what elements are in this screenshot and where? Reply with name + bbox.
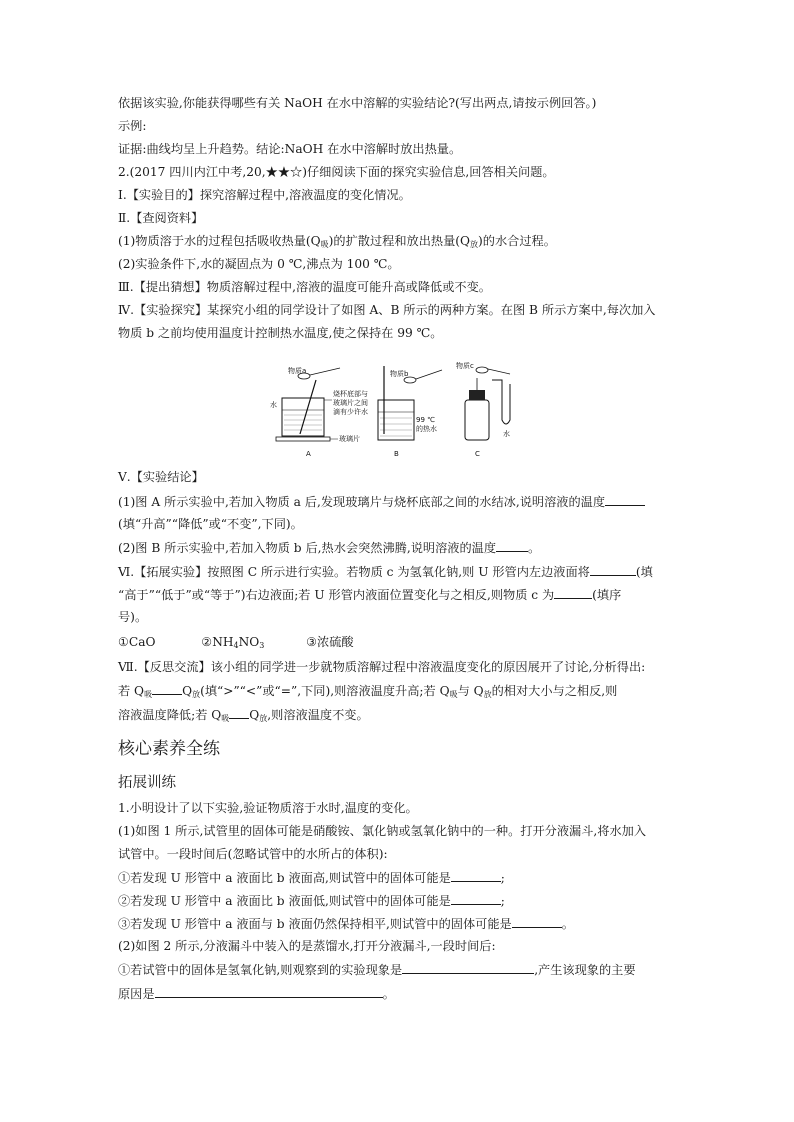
text-line: (1)物质溶于水的过程包括吸收热量$(Q_吸)$的扩散过程和放出热量$(Q_放)$的水合过程。 [118,234,556,249]
text-line: (填“升高”“降低”或“不变”,下同)。 [118,517,303,531]
text-line: (1)如图 1 所示,试管里的固体可能是硝酸铵、氯化钠或氢氧化钠中的一种。打开分液漏斗,将水加入 [118,824,647,838]
label-glass: 玻璃片 [339,435,360,443]
question-heading: 1.小明设计了以下实验,验证物质溶于水时,温度的变化。 [118,801,418,815]
label-note: 玻璃片之间 [333,399,368,407]
text-line: (2)实验条件下,水的凝固点为 0 ℃,沸点为 100 ℃。 [118,257,400,271]
u-tube [492,380,510,424]
text-line: “高于”“低于”或“等于”)右边液面;若 U 形管内液面位置变化与之相反,则物质 c 为 (填序 [118,588,622,602]
text-line: Ⅲ.【提出猜想】物质溶解过程中,溶液的温度可能升高或降低或不变。 [118,280,491,294]
text-line: Ⅰ.【实验目的】探究溶解过程中,溶液温度的变化情况。 [118,188,411,202]
answer-blank[interactable] [402,961,534,974]
figure-label-b: B [394,450,399,458]
apparatus-diagram [270,360,520,460]
label-water-c: 水 [503,430,510,438]
text-line: 证据:曲线均呈上升趋势。结论:NaOH 在水中溶解时放出热量。 [118,142,462,156]
text-line: 示例: [118,119,147,133]
answer-blank[interactable] [605,493,645,506]
text-line: Ⅵ.【拓展实验】按照图 C 所示进行实验。若物质 c 为氢氧化钠,则 U 形管内左边液面将 (填 [118,565,653,579]
label-water-a: 水 [270,401,277,409]
figure-label-a: A [306,450,311,458]
answer-blank[interactable] [229,706,249,719]
answer-blank[interactable] [512,915,562,928]
beaker-a [282,398,324,436]
text-line: Ⅳ.【实验探究】某探究小组的同学设计了如图 A、B 所示的两种方案。在图 B 所示方案中,每次加入 [118,303,656,317]
label-substance-b: 物质b [390,370,409,378]
option-2: $②NH_4NO_3$ [201,635,265,650]
spoon-icon [476,367,488,373]
text-line: Ⅶ.【反思交流】该小组的同学进一步就物质溶解过程中溶液温度变化的原因展开了讨论,分析得出: [118,660,646,674]
figure-label-c: C [475,450,480,458]
flask-c [465,400,489,440]
subsection-title: 拓展训练 [118,775,176,791]
answer-blank[interactable] [451,892,501,905]
question-heading: 2.(2017 四川内江中考,20,★★☆)仔细阅读下面的探究实验信息,回答相关问题。 [118,165,555,179]
text-line: (2)图 B 所示实验中,若加入物质 b 后,热水会突然沸腾,说明溶液的温度 。 [118,541,541,555]
text-line: 物质 b 之前均使用温度计控制热水温度,使之保持在 99 ℃。 [118,326,443,340]
stopper [469,390,485,400]
text-line: 试管中。一段时间后(忽略试管中的水所占的体积): [118,847,388,861]
text-line: (2)如图 2 所示,分液漏斗中装入的是蒸馏水,打开分液漏斗,一段时间后: [118,939,496,953]
text-line: 依据该实验,你能获得哪些有关 NaOH 在水中溶解的实验结论?(写出两点,请按示例回答。) [118,96,597,110]
option-3: ③浓硫酸 [306,635,354,649]
answer-blank[interactable] [155,985,383,998]
text-line: ②若发现 U 形管中 a 液面比 b 液面低,则试管中的固体可能是 ; [118,894,505,908]
text-line: ①若发现 U 形管中 a 液面比 b 液面高,则试管中的固体可能是 ; [118,871,505,885]
label-substance-c: 物质c [456,362,474,370]
answer-blank[interactable] [554,586,592,599]
label-hot-water: 的热水 [416,425,437,433]
text-line: 原因是 。 [118,987,395,1001]
answer-blank[interactable] [590,563,636,576]
glass-plate [276,437,330,441]
label-substance-a: 物质a [288,367,307,375]
text-line: 号)。 [118,610,148,624]
answer-blank[interactable] [496,539,528,552]
label-note: 滴有少许水 [333,408,368,416]
beaker-b [378,400,414,440]
text-line: ①若试管中的固体是氢氧化钠,则观察到的实验现象是 ,产生该现象的主要 [118,963,636,977]
text-line: Ⅱ.【查阅资料】 [118,211,204,225]
text-line: 溶液温度降低;若 $Q_吸$ $Q_放$,则溶液温度不变。 [118,708,369,723]
section-title: 核心素养全练 [118,739,220,759]
text-line: Ⅴ.【实验结论】 [118,470,204,484]
text-line: ③若发现 U 形管中 a 液面与 b 液面仍然保持相平,则试管中的固体可能是 。 [118,917,574,931]
answer-blank[interactable] [152,682,182,695]
label-hot-water: 99 ℃ [416,416,435,424]
label-note: 烧杯底部与 [333,390,368,398]
options-line [118,634,678,654]
text-line: 若 $Q_吸$ $Q_放$(填“>”“<”或“=”,下同),则溶液温度升高;若 $Q_吸$与 $Q_放$的相对大小与之相反,则 [118,684,618,699]
option-1: ①CaO [118,635,156,649]
answer-blank[interactable] [451,869,501,882]
text-line: (1)图 A 所示实验中,若加入物质 a 后,发现玻璃片与烧杯底部之间的水结冰,说明溶液的温度 [118,493,678,510]
experiment-figure [270,360,520,460]
